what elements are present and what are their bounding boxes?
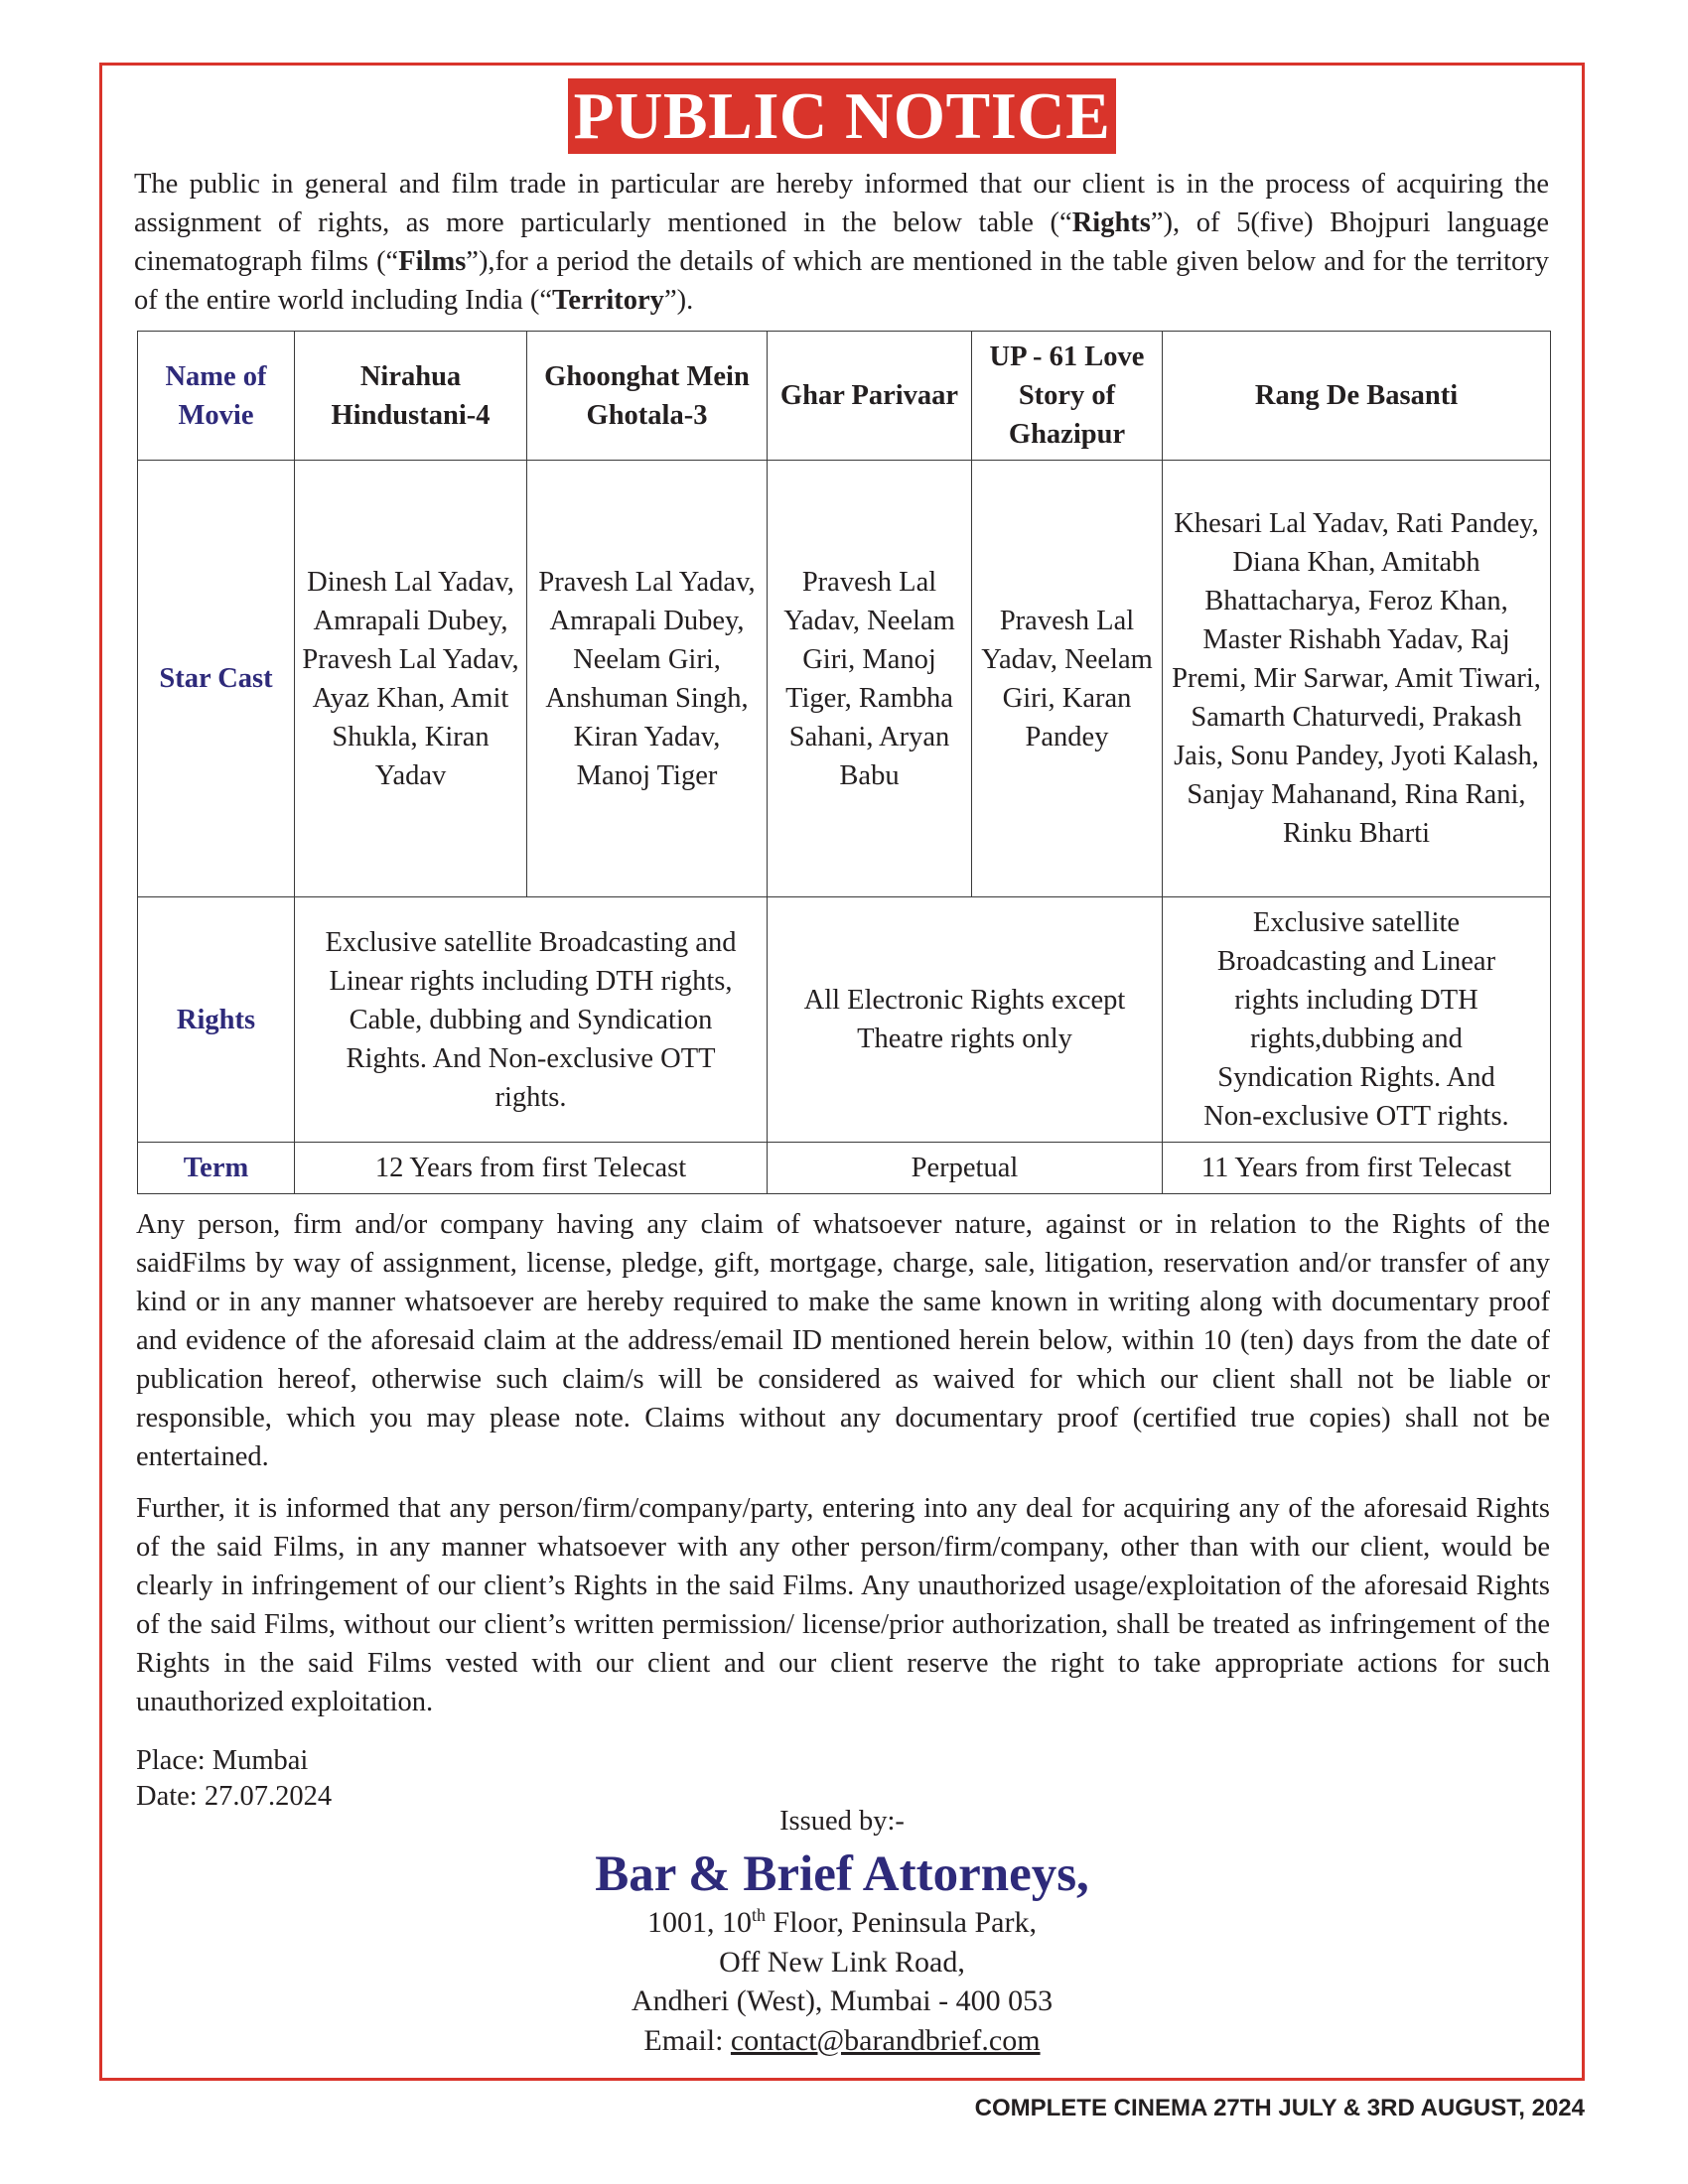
star-cast-cell: Pravesh Lal Yadav, Neelam Giri, Manoj Tiger, Rambha Sahani, Aryan Babu	[768, 461, 972, 897]
star-cast-cell: Pravesh Lal Yadav, Neelam Giri, Karan Pandey	[972, 461, 1163, 897]
rights-cell: Exclusive satellite Broadcasting and Linear rights including DTH rights, Cable, dubbing and Syndication Rights. And Non-exclusive OTT rights.	[295, 897, 768, 1143]
star-cast-cell: Dinesh Lal Yadav, Amrapali Dubey, Pravesh Lal Yadav, Ayaz Khan, Amit Shukla, Kiran Yadav	[295, 461, 527, 897]
address-line-1	[99, 1903, 1585, 1943]
intro-term-rights: Rights	[1071, 207, 1151, 238]
place-line: Place: Mumbai	[136, 1745, 309, 1776]
email-link[interactable]: contact@barandbrief.com	[730, 2023, 1041, 2057]
email-line	[99, 2021, 1585, 2061]
row-label-name-of-movie: Name of Movie	[138, 332, 295, 461]
rights-cell: Exclusive satellite Broadcasting and Linear rights including DTH rights,dubbing and Syndication Rights. And Non-exclusive OTT rights.	[1163, 897, 1551, 1143]
table-row-star-cast	[138, 461, 1551, 897]
intro-term-territory: Territory	[552, 285, 664, 316]
term-cell: Perpetual	[768, 1143, 1163, 1194]
intro-text-1: The public in general and film trade in particular are hereby informed that our client is in the process of acquiring the assignment of rights, as more particularly mentioned in the below table (“	[134, 169, 1549, 238]
publication-footer: COMPLETE CINEMA 27TH JULY & 3RD AUGUST, 2024	[974, 2095, 1585, 2121]
movie-name: Ghoonghat Mein Ghotala-3	[527, 332, 768, 461]
rights-table	[137, 331, 1551, 1194]
intro-term-films: Films	[398, 246, 467, 277]
movie-name: UP - 61 Love Story of Ghazipur	[972, 332, 1163, 461]
notice-title: PUBLIC NOTICE	[568, 78, 1116, 154]
movie-name: Rang De Basanti	[1163, 332, 1551, 461]
intro-text-2: ”), of 5(five) Bhojpuri language cinematograph films (“	[134, 207, 1550, 277]
term-cell: 12 Years from first Telecast	[295, 1143, 768, 1194]
row-label-term: Term	[138, 1143, 295, 1194]
issued-by-label: Issued by:-	[779, 1806, 905, 1837]
email-label: Email:	[643, 2023, 731, 2057]
address-line-2: Off New Link Road,	[719, 1945, 965, 1979]
table-row-rights	[138, 897, 1551, 1143]
row-label-star-cast: Star Cast	[138, 461, 295, 897]
address-line-1-text: 1001, 10	[647, 1906, 752, 1939]
movie-name: Ghar Parivaar	[768, 332, 972, 461]
address-superscript: th	[752, 1905, 767, 1925]
term-cell: 11 Years from first Telecast	[1163, 1143, 1551, 1194]
movie-name: Nirahua Hindustani-4	[295, 332, 527, 461]
address-line-1-rest: Floor, Peninsula Park,	[766, 1906, 1037, 1939]
intro-text-3: ”),for a period the details of which are mentioned in the table given below and for the territory of the entire world including India (“	[134, 246, 1549, 316]
table-row-term	[138, 1143, 1551, 1194]
intro-text-4: ”).	[663, 285, 694, 316]
star-cast-cell: Khesari Lal Yadav, Rati Pandey, Diana Khan, Amitabh Bhattacharya, Feroz Khan, Master Rishabh Yadav, Raj Premi, Mir Sarwar, Amit Tiwari, Samarth Chaturvedi, Prakash Jais, Sonu Pandey, Jyoti Kalash, Sanjay Mahanand, Rina Rani, Rinku Bharti	[1163, 461, 1551, 897]
claims-paragraph: Any person, firm and/or company having any claim of whatsoever nature, against or in relation to the Rights of the saidFilms by way of assignment, license, pledge, gift, mortgage, charge, sale, litigation, reservation and/or transfer of any kind or in any manner whatsoever are hereby required to make the same known in writing along with documentary proof and evidence of the aforesaid claim at the address/email ID mentioned herein below, within 10 (ten) days from the date of publication hereof, otherwise such claim/s will be considered as waived for which our client shall not be liable or responsible, which you may please note. Claims without any documentary proof (certified true copies) shall not be entertained.	[136, 1209, 1550, 1472]
firm-name: Bar & Brief Attorneys,	[595, 1846, 1089, 1902]
table-row-movie-names	[138, 332, 1551, 461]
further-paragraph: Further, it is informed that any person/firm/company/party, entering into any deal for acquiring any of the aforesaid Rights of the said Films, in any manner whatsoever with any other person/firm/company, other than with our client, would be clearly in infringement of our client’s Rights in the said Films. Any unauthorized usage/exploitation of the aforesaid Rights of the said Films, without our client’s written permission/ license/prior authorization, shall be treated as infringement of the Rights in the said Films vested with our client and our client reserve the right to take appropriate actions for such unauthorized exploitation.	[136, 1493, 1550, 1717]
intro-paragraph	[134, 165, 1549, 320]
star-cast-cell: Pravesh Lal Yadav, Amrapali Dubey, Neelam Giri, Anshuman Singh, Kiran Yadav, Manoj Tiger	[527, 461, 768, 897]
date-line: Date: 27.07.2024	[136, 1781, 333, 1812]
row-label-rights: Rights	[138, 897, 295, 1143]
rights-cell: All Electronic Rights except Theatre rights only	[768, 897, 1163, 1143]
firm-address	[99, 1903, 1585, 2060]
address-line-3: Andheri (West), Mumbai - 400 053	[631, 1984, 1054, 2017]
